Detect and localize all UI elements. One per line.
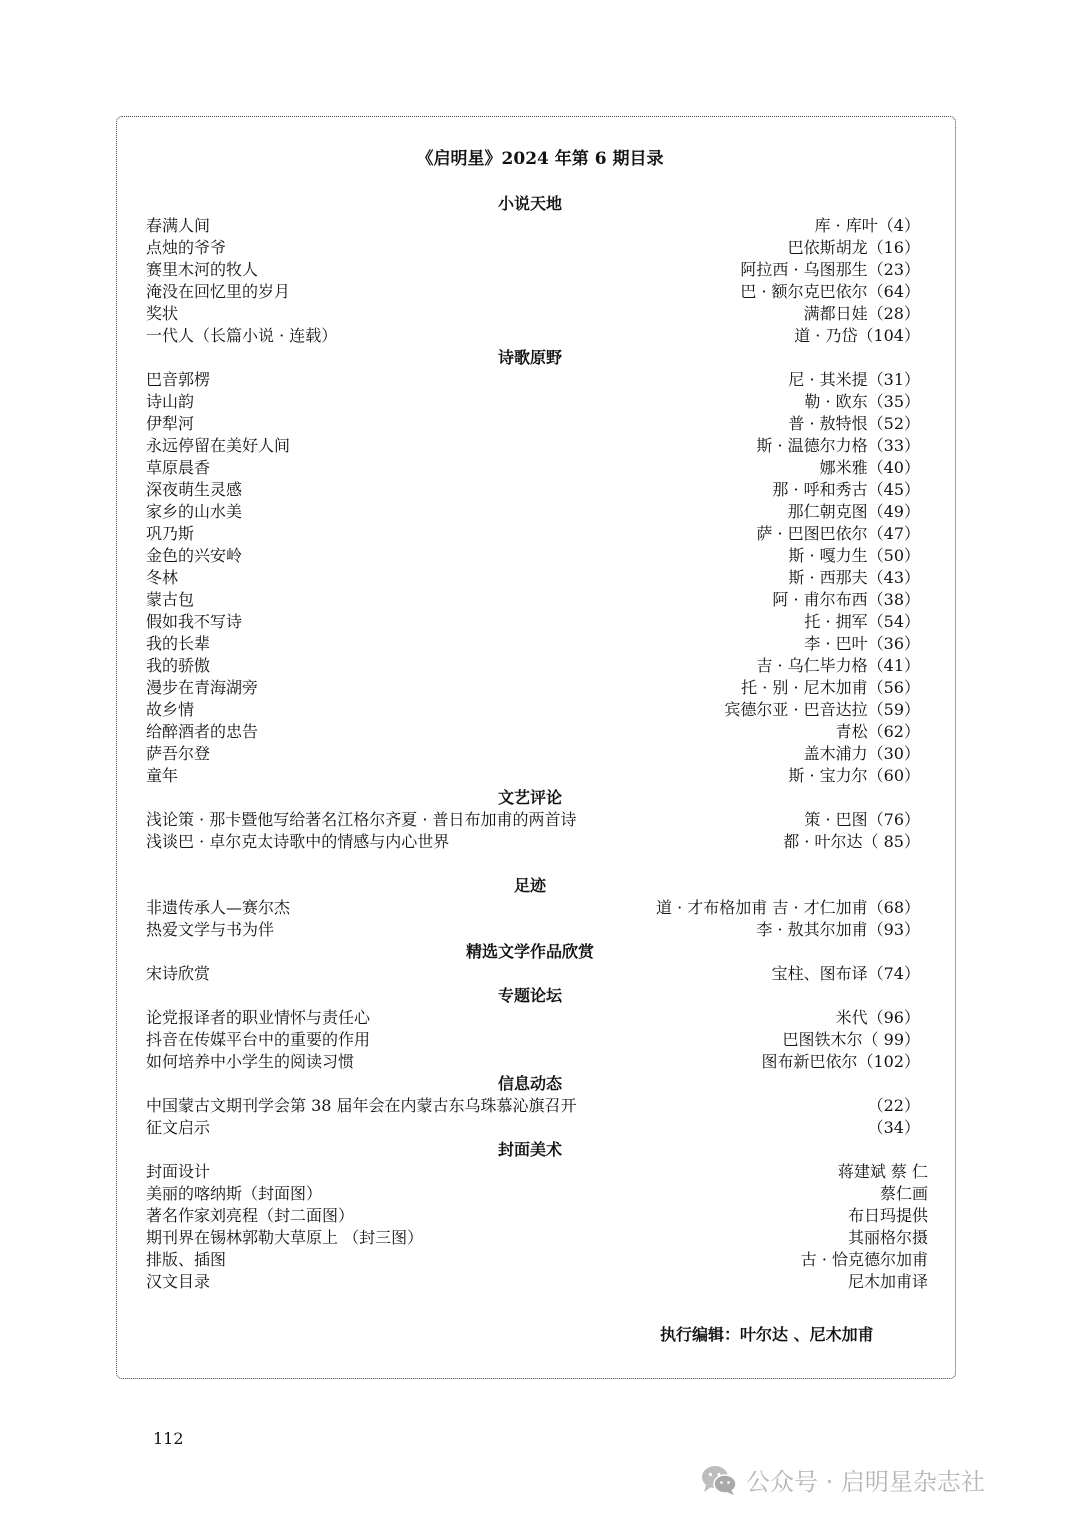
entry-title: 如何培养中小学生的阅读习惯	[146, 1052, 355, 1071]
list-item	[146, 1117, 930, 1139]
entry-author: 满都日娃（28）	[803, 304, 920, 323]
entry-author: 道 · 才布格加甫 吉 · 才仁加甫（68）	[656, 898, 920, 917]
entry-title: 巩乃斯	[146, 524, 195, 543]
entry-title: 著名作家刘亮程（封二面图）	[146, 1206, 355, 1225]
entry-author: 宾德尔亚 · 巴音达拉（59）	[724, 700, 920, 719]
list-item	[146, 523, 930, 545]
entry-author: 李 · 巴叶（36）	[804, 634, 920, 653]
entry-author: 青松（62）	[835, 722, 920, 741]
list-item	[146, 919, 930, 941]
entry-author: 巴 · 额尔克巴依尔（64）	[740, 282, 920, 301]
list-item	[146, 1007, 930, 1029]
entry-author: 尼木加甫译	[847, 1272, 928, 1291]
entry-title: 浅论策 · 那卡暨他写给著名江格尔齐夏 · 普日布加甫的两首诗	[146, 810, 577, 829]
list-item	[146, 237, 930, 259]
entry-author: 盖木浦力（30）	[803, 744, 920, 763]
list-item	[146, 677, 930, 699]
watermark-text: 公众号 · 启明星杂志社	[746, 1468, 985, 1496]
entry-author: 其丽格尔摄	[847, 1228, 928, 1247]
entry-author: 图布新巴依尔（102）	[761, 1052, 920, 1071]
list-item	[146, 479, 930, 501]
list-item	[146, 281, 930, 303]
section-heading-criticism: 文艺评论	[497, 788, 562, 807]
list-item	[146, 699, 930, 721]
entry-title: 一代人（长篇小说 · 连载）	[146, 326, 338, 345]
list-item	[146, 435, 930, 457]
entry-author: 托 · 拥军（54）	[804, 612, 920, 631]
entry-author: 尼 · 其米提（31）	[788, 370, 920, 389]
spacer	[146, 853, 930, 875]
list-item	[146, 589, 930, 611]
list-item	[146, 545, 930, 567]
entry-title: 金色的兴安岭	[146, 546, 243, 565]
list-item	[146, 369, 930, 391]
list-item	[146, 655, 930, 677]
list-item	[146, 501, 930, 523]
list-item	[146, 721, 930, 743]
entry-author: 巴图铁木尔（ 99）	[782, 1030, 920, 1049]
entry-title: 论党报译者的职业情怀与责任心	[146, 1008, 371, 1027]
section-heading-forum: 专题论坛	[497, 986, 562, 1005]
list-item	[146, 1271, 930, 1293]
entry-author: 古 · 恰克德尔加甫	[800, 1250, 928, 1269]
entry-title: 假如我不写诗	[146, 612, 243, 631]
entry-author: 斯 · 西那夫（43）	[788, 568, 920, 587]
entry-author: 吉 · 乌仁毕力格（41）	[756, 656, 920, 675]
list-item	[146, 1029, 930, 1051]
entry-title: 中国蒙古文期刊学会第 38 届年会在内蒙古东乌珠慕沁旗召开	[146, 1096, 577, 1115]
entry-title: 童年	[146, 766, 179, 785]
entry-title: 奖状	[146, 304, 179, 323]
section-heading-selected-works: 精选文学作品欣赏	[465, 942, 594, 961]
entry-author: 托 · 别 · 尼木加甫（56）	[741, 678, 920, 697]
list-item	[146, 1051, 930, 1073]
entry-author: 都 · 叶尔达（ 85）	[783, 832, 920, 851]
entry-author: 斯 · 嘎力生（50）	[788, 546, 920, 565]
entry-title: 给醉酒者的忠告	[146, 722, 259, 741]
entry-title: 赛里木河的牧人	[146, 260, 259, 279]
entry-author: 巴依斯胡龙（16）	[787, 238, 920, 257]
entry-author: 李 · 敖其尔加甫（93）	[756, 920, 920, 939]
entry-title: 宋诗欣赏	[146, 964, 211, 983]
executive-editor: 执行编辑：叶尔达 、尼木加甫	[660, 1325, 874, 1344]
list-item	[146, 303, 930, 325]
entry-title: 排版、插图	[146, 1250, 227, 1269]
section-heading-footprints: 足迹	[513, 876, 546, 895]
entry-title: 我的骄傲	[146, 656, 211, 675]
page-title: 《启明星》2024 年第 6 期目录	[416, 149, 664, 169]
list-item	[146, 1183, 930, 1205]
entry-title: 非遗传承人—赛尔杰	[146, 898, 291, 917]
list-item	[146, 765, 930, 787]
entry-author: 宝柱、图布译（74）	[771, 964, 920, 983]
list-item	[146, 413, 930, 435]
entry-author: 米代（96）	[835, 1008, 920, 1027]
list-item	[146, 897, 930, 919]
list-item	[146, 1095, 930, 1117]
entry-author: 阿拉西 · 乌图那生（23）	[740, 260, 920, 279]
entry-author: 勒 · 欧东（35）	[804, 392, 920, 411]
entry-title: 征文启示	[146, 1118, 211, 1137]
entry-author: 萨 · 巴图巴依尔（47）	[756, 524, 920, 543]
entry-title: 汉文目录	[146, 1272, 211, 1291]
entry-title: 深夜萌生灵感	[146, 480, 243, 499]
list-item	[146, 391, 930, 413]
entry-title: 热爱文学与书为伴	[146, 920, 275, 939]
entry-title: 春满人间	[146, 216, 211, 235]
entry-author: 那 · 呼和秀古（45）	[772, 480, 920, 499]
entry-author: 斯 · 温德尔力格（33）	[756, 436, 920, 455]
entry-author: （22）	[867, 1096, 920, 1115]
entry-title: 蒙古包	[146, 590, 195, 609]
entry-title: 浅谈巴 · 卓尔克太诗歌中的情感与内心世界	[146, 832, 450, 851]
section-heading-cover-art: 封面美术	[497, 1140, 562, 1159]
entry-title: 淹没在回忆里的岁月	[146, 282, 291, 301]
entry-author: 蔡仁画	[879, 1184, 928, 1203]
page-number: 112	[153, 1429, 184, 1448]
entry-title: 漫步在青海湖旁	[146, 678, 259, 697]
list-item	[146, 633, 930, 655]
section-heading-poetry: 诗歌原野	[497, 348, 562, 367]
entry-author: 普 · 敖特恨（52）	[788, 414, 920, 433]
list-item	[146, 215, 930, 237]
list-item	[146, 325, 930, 347]
entry-author: 策 · 巴图（76）	[804, 810, 920, 829]
list-item	[146, 831, 930, 853]
list-item	[146, 567, 930, 589]
list-item	[146, 1249, 930, 1271]
entry-author: 蒋建斌 蔡 仁	[837, 1162, 928, 1181]
entry-title: 家乡的山水美	[146, 502, 243, 521]
entry-title: 抖音在传媒平台中的重要的作用	[146, 1030, 371, 1049]
entry-author: 道 · 乃岱（104）	[794, 326, 920, 345]
entry-title: 故乡情	[146, 700, 195, 719]
entry-author: 那仁朝克图（49）	[787, 502, 920, 521]
section-heading-news: 信息动态	[497, 1074, 562, 1093]
section-heading-fiction: 小说天地	[497, 194, 562, 213]
entry-title: 萨吾尔登	[146, 744, 211, 763]
list-item	[146, 963, 930, 985]
entry-author: 娜米雅（40）	[819, 458, 920, 477]
entry-author: 布日玛提供	[847, 1206, 928, 1225]
list-item	[146, 1161, 930, 1183]
wechat-icon	[700, 1463, 738, 1497]
entry-title: 点烛的爷爷	[146, 238, 227, 257]
table-of-contents	[146, 193, 930, 1293]
entry-title: 冬林	[146, 568, 179, 587]
list-item	[146, 457, 930, 479]
list-item	[146, 611, 930, 633]
entry-title: 伊犁河	[146, 414, 195, 433]
watermark	[700, 1462, 985, 1497]
entry-title: 草原晨香	[146, 458, 211, 477]
entry-title: 诗山韵	[146, 392, 195, 411]
list-item	[146, 809, 930, 831]
entry-title: 期刊界在锡林郭勒大草原上 （封三图）	[146, 1228, 424, 1247]
list-item	[146, 259, 930, 281]
list-item	[146, 1205, 930, 1227]
entry-title: 我的长辈	[146, 634, 211, 653]
entry-title: 美丽的喀纳斯（封面图）	[146, 1184, 323, 1203]
list-item	[146, 1227, 930, 1249]
entry-title: 巴音郭楞	[146, 370, 211, 389]
entry-author: （34）	[867, 1118, 920, 1137]
entry-author: 库 · 库叶（4）	[814, 216, 920, 235]
entry-author: 斯 · 宝力尔（60）	[788, 766, 920, 785]
entry-title: 永远停留在美好人间	[146, 436, 291, 455]
entry-title: 封面设计	[146, 1162, 211, 1181]
list-item	[146, 743, 930, 765]
entry-author: 阿 · 甫尔布西（38）	[772, 590, 920, 609]
